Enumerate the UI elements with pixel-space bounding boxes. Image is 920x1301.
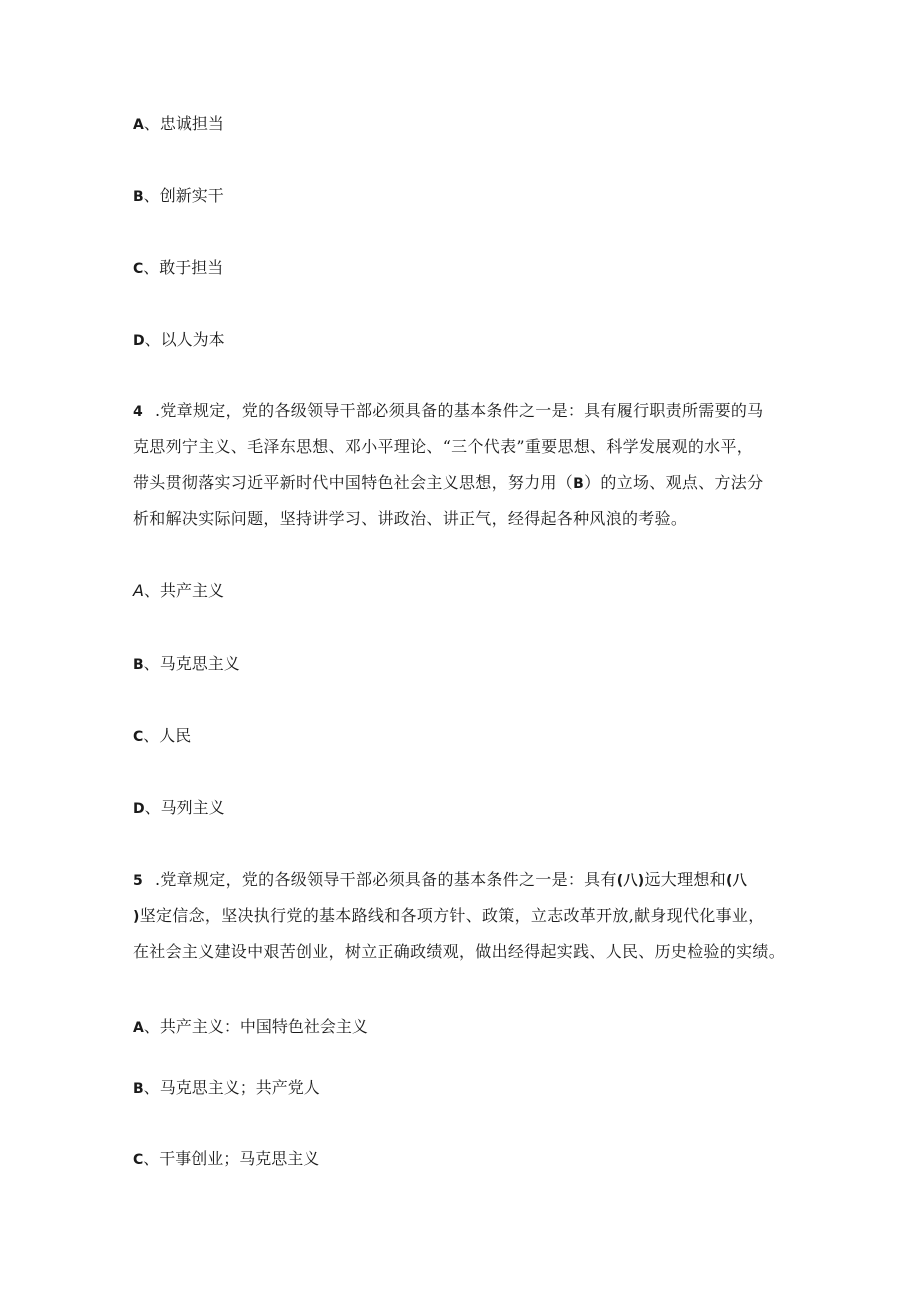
option-separator: 、 — [143, 1078, 160, 1097]
option-separator: 、 — [143, 114, 160, 133]
q5-option-b — [133, 1078, 320, 1099]
q4-option-b — [133, 654, 240, 675]
option-text: 敢于担当 — [159, 258, 224, 277]
question-text: 坚定信念，坚决执行党的基本路线和各项方针、政策，立志改革开放,献身现代化事业， — [139, 906, 765, 925]
option-separator: 、 — [143, 1149, 160, 1168]
option-letter: A — [133, 1020, 144, 1036]
option-text: 以人为本 — [160, 330, 225, 349]
option-text: 人民 — [159, 726, 192, 745]
question-text: 克思列宁主义、毛泽东思想、邓小平理论、“三个代表”重要思想、科学发展观的水平， — [133, 437, 754, 456]
q4-option-c — [133, 726, 191, 747]
question-text: 析和解决实际问题，坚持讲学习、讲政治、讲正气，经得起各种风浪的考验。 — [133, 509, 688, 528]
answer-mark: (八 — [726, 873, 748, 889]
question-text: .党章规定，党的各级领导干部必须具备的基本条件之一是：具有履行职责所需要的马 — [155, 401, 764, 420]
option-separator: 、 — [143, 1017, 160, 1036]
option-separator: 、 — [143, 581, 160, 600]
option-text: 马列主义 — [160, 798, 225, 817]
option-text: 马克思主义；共产党人 — [159, 1078, 320, 1097]
q3-option-d — [133, 330, 225, 351]
option-letter: B — [133, 189, 144, 205]
option-text: 马克思主义 — [159, 654, 240, 673]
q5-option-c — [133, 1149, 319, 1170]
question-text: .党章规定，党的各级领导干部必须具备的基本条件之一是：具有 — [155, 870, 617, 889]
question-number: 5 — [133, 873, 144, 889]
option-letter: C — [133, 1152, 144, 1168]
option-letter: D — [133, 801, 145, 817]
option-letter: C — [133, 729, 144, 745]
question-4-line-2 — [133, 437, 753, 457]
option-text: 忠诚担当 — [159, 114, 224, 133]
answer-mark: B — [573, 476, 585, 492]
answer-mark: (八) — [616, 873, 645, 889]
question-5-line-3 — [133, 942, 785, 962]
question-4-line-1 — [133, 401, 764, 422]
option-separator: 、 — [144, 330, 161, 349]
q4-option-a — [133, 581, 224, 601]
option-separator: 、 — [143, 258, 160, 277]
question-text: 远大理想和 — [644, 870, 727, 889]
question-text: ）的立场、观点、方法分 — [584, 473, 764, 492]
answer-mark: ) — [133, 909, 140, 925]
option-separator: 、 — [143, 654, 160, 673]
q4-option-d — [133, 798, 225, 819]
option-separator: 、 — [143, 726, 160, 745]
question-text: 带头贯彻落实习近平新时代中国特色社会主义思想，努力用（ — [133, 473, 574, 492]
question-5-line-2 — [133, 906, 765, 927]
option-letter: B — [133, 657, 144, 673]
q3-option-b — [133, 186, 224, 207]
option-text: 创新实干 — [159, 186, 224, 205]
option-text: 共产主义 — [159, 581, 224, 600]
question-4-line-3 — [133, 473, 763, 494]
option-letter: A — [133, 581, 144, 600]
option-text: 共产主义：中国特色社会主义 — [159, 1017, 368, 1036]
option-separator: 、 — [143, 186, 160, 205]
question-number: 4 — [133, 404, 144, 420]
q5-option-a — [133, 1017, 368, 1038]
option-letter: A — [133, 117, 144, 133]
option-letter: D — [133, 333, 145, 349]
q3-option-a — [133, 114, 224, 135]
option-separator: 、 — [144, 798, 161, 817]
option-text: 干事创业；马克思主义 — [159, 1149, 320, 1168]
question-text: 在社会主义建设中艰苦创业，树立正确政绩观，做出经得起实践、人民、历史检验的实绩。 — [133, 942, 786, 961]
q3-option-c — [133, 258, 223, 279]
question-4-line-4 — [133, 509, 687, 529]
option-letter: C — [133, 261, 144, 277]
question-5-line-1 — [133, 870, 747, 891]
option-letter: B — [133, 1081, 144, 1097]
